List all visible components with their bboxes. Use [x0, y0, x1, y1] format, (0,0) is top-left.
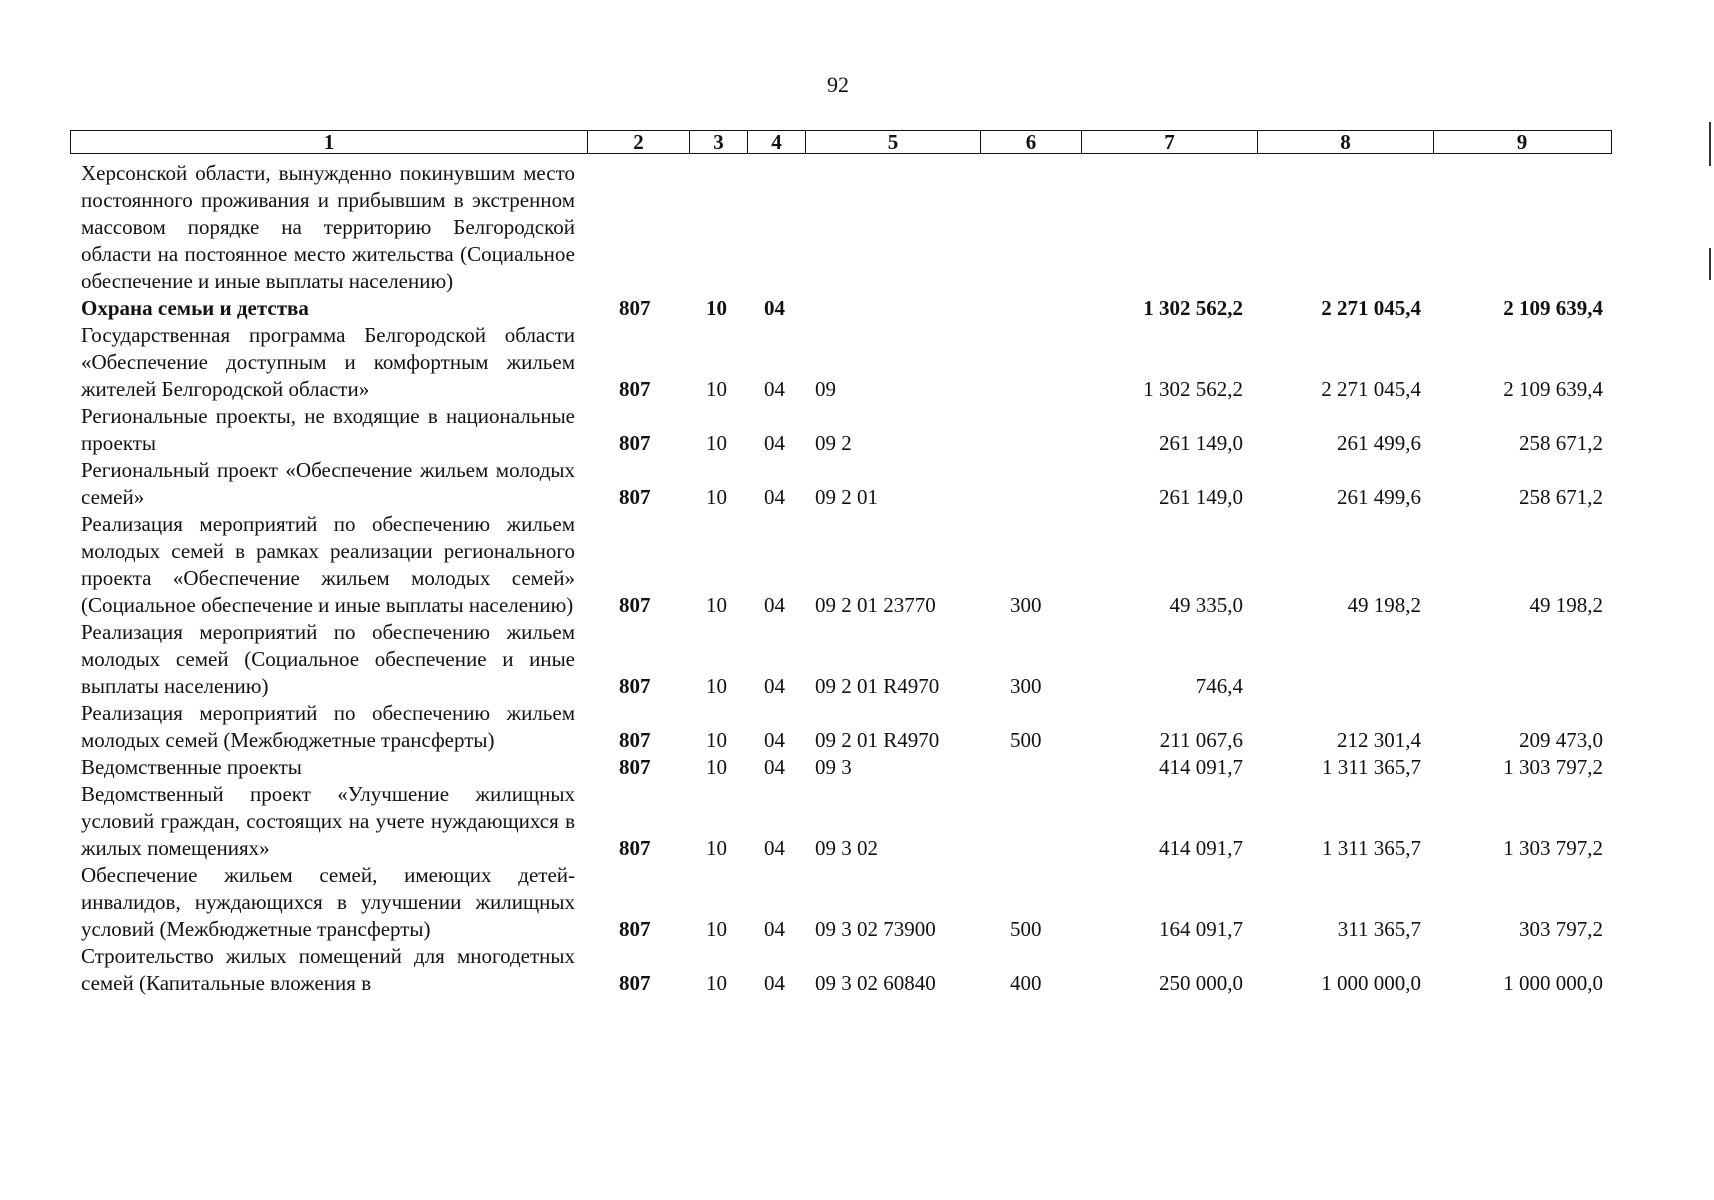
cell-col-3: 10 — [706, 971, 727, 995]
cell-col-2: 807 — [619, 296, 651, 320]
cell-col-5: 09 2 01 R4970 — [815, 674, 940, 698]
header-col-5: 5 — [805, 131, 980, 153]
cell-col-4: 04 — [764, 377, 785, 401]
cell-col-6: 300 — [1010, 593, 1042, 617]
cell-col-9: 258 671,2 — [1519, 485, 1603, 509]
cell-col-7: 211 067,6 — [1159, 728, 1243, 752]
cell-col-5: 09 3 02 73900 — [815, 917, 936, 941]
cell-col-3: 10 — [706, 674, 727, 698]
cell-col-2: 807 — [619, 593, 651, 617]
cell-col-5: 09 — [815, 377, 836, 401]
page-number: 92 — [827, 72, 849, 97]
cell-col-5: 09 2 — [815, 431, 852, 455]
table-row — [0, 781, 1714, 862]
cell-col-3: 10 — [706, 728, 727, 752]
cell-col-9: 49 198,2 — [1529, 593, 1603, 617]
cell-col-8: 1 000 000,0 — [1321, 971, 1421, 995]
table-row — [0, 862, 1714, 943]
cell-col-3: 10 — [706, 296, 727, 320]
table-row — [0, 322, 1714, 403]
cell-col-6: 500 — [1010, 917, 1042, 941]
cell-col-8: 1 311 365,7 — [1322, 836, 1421, 860]
cell-col-7: 1 302 562,2 — [1143, 296, 1243, 320]
row-description: Ведомственные проекты — [81, 755, 302, 779]
cell-col-7: 49 335,0 — [1169, 593, 1243, 617]
cell-col-3: 10 — [706, 377, 727, 401]
table-header — [70, 130, 1612, 154]
header-col-2: 2 — [587, 131, 689, 153]
cell-col-4: 04 — [764, 836, 785, 860]
cell-col-4: 04 — [764, 431, 785, 455]
cell-col-6: 400 — [1010, 971, 1042, 995]
cell-col-2: 807 — [619, 431, 651, 455]
cell-col-8: 311 365,7 — [1337, 917, 1421, 941]
cell-col-2: 807 — [619, 728, 651, 752]
row-description: Обеспечение жильем семей, имеющих детей-инвалидов, нуждающихся в улучшении жилищных условий (Межбюджетные трансферты) — [81, 863, 575, 941]
cell-col-4: 04 — [764, 674, 785, 698]
table-row — [0, 619, 1714, 700]
cell-col-2: 807 — [619, 755, 651, 779]
row-description: Реализация мероприятий по обеспечению жильем молодых семей (Межбюджетные трансферты) — [81, 701, 575, 752]
header-col-8: 8 — [1257, 131, 1433, 153]
cell-col-9: 303 797,2 — [1519, 917, 1603, 941]
row-description: Херсонской области, вынужденно покинувшим место постоянного проживания и прибывшим в экстренном массовом порядке на территорию Белгородской области на постоянное место жительства (Социальное обеспечение и иные выплаты населению) — [81, 161, 575, 293]
cell-col-8: 2 271 045,4 — [1321, 377, 1421, 401]
cell-col-4: 04 — [764, 593, 785, 617]
cell-col-7: 414 091,7 — [1159, 755, 1243, 779]
cell-col-9: 1 303 797,2 — [1503, 755, 1603, 779]
cell-col-7: 261 149,0 — [1159, 485, 1243, 509]
table-row — [0, 457, 1714, 511]
header-col-4: 4 — [747, 131, 805, 153]
cell-col-9: 209 473,0 — [1519, 728, 1603, 752]
row-description: Реализация мероприятий по обеспечению жильем молодых семей в рамках реализации регионального проекта «Обеспечение жильем молодых семей» (Социальное обеспечение и иные выплаты населению) — [81, 512, 575, 617]
row-description: Региональные проекты, не входящие в национальные проекты — [81, 404, 575, 455]
cell-col-2: 807 — [619, 674, 651, 698]
row-description: Ведомственный проект «Улучшение жилищных условий граждан, состоящих на учете нуждающихся в жилых помещениях» — [81, 782, 575, 860]
header-col-7: 7 — [1081, 131, 1257, 153]
cell-col-8: 1 311 365,7 — [1322, 755, 1421, 779]
row-description: Государственная программа Белгородской области «Обеспечение доступным и комфортным жильем жителей Белгородской области» — [81, 323, 575, 401]
cell-col-5: 09 3 02 — [815, 836, 878, 860]
cell-col-8: 49 198,2 — [1347, 593, 1421, 617]
cell-col-5: 09 2 01 R4970 — [815, 728, 940, 752]
cell-col-6: 300 — [1010, 674, 1042, 698]
table-row — [0, 403, 1714, 457]
cell-col-9: 2 109 639,4 — [1503, 296, 1603, 320]
cell-col-3: 10 — [706, 431, 727, 455]
header-col-6: 6 — [980, 131, 1081, 153]
table-row — [0, 511, 1714, 619]
cell-col-4: 04 — [764, 917, 785, 941]
cell-col-5: 09 3 02 60840 — [815, 971, 936, 995]
header-col-9: 9 — [1433, 131, 1610, 153]
cell-col-3: 10 — [706, 836, 727, 860]
row-description: Региональный проект «Обеспечение жильем молодых семей» — [81, 458, 575, 509]
table-row — [0, 700, 1714, 754]
cell-col-2: 807 — [619, 377, 651, 401]
cell-col-7: 164 091,7 — [1159, 917, 1243, 941]
scan-edge-mark — [1709, 248, 1711, 280]
cell-col-3: 10 — [706, 593, 727, 617]
row-description: Строительство жилых помещений для многодетных семей (Капитальные вложения в — [81, 944, 575, 995]
header-col-1: 1 — [323, 130, 335, 154]
cell-col-8: 212 301,4 — [1337, 728, 1421, 752]
cell-col-2: 807 — [619, 917, 651, 941]
cell-col-5: 09 2 01 — [815, 485, 878, 509]
cell-col-4: 04 — [764, 296, 785, 320]
cell-col-6: 500 — [1010, 728, 1042, 752]
table-row — [0, 160, 1714, 295]
row-description: Охрана семьи и детства — [81, 296, 309, 320]
table-row — [0, 754, 1714, 781]
cell-col-8: 261 499,6 — [1337, 431, 1421, 455]
cell-col-2: 807 — [619, 836, 651, 860]
cell-col-7: 261 149,0 — [1159, 431, 1243, 455]
cell-col-4: 04 — [764, 728, 785, 752]
cell-col-8: 261 499,6 — [1337, 485, 1421, 509]
cell-col-7: 1 302 562,2 — [1143, 377, 1243, 401]
cell-col-7: 250 000,0 — [1159, 971, 1243, 995]
row-description: Реализация мероприятий по обеспечению жильем молодых семей (Социальное обеспечение и иные выплаты населению) — [81, 620, 575, 698]
cell-col-5: 09 3 — [815, 755, 852, 779]
cell-col-2: 807 — [619, 485, 651, 509]
cell-col-4: 04 — [764, 485, 785, 509]
table-row — [0, 943, 1714, 997]
cell-col-7: 414 091,7 — [1159, 836, 1243, 860]
cell-col-9: 258 671,2 — [1519, 431, 1603, 455]
cell-col-8: 2 271 045,4 — [1321, 296, 1421, 320]
cell-col-7: 746,4 — [1195, 674, 1243, 698]
cell-col-9: 1 303 797,2 — [1503, 836, 1603, 860]
table-row — [0, 295, 1714, 322]
cell-col-2: 807 — [619, 971, 651, 995]
cell-col-3: 10 — [706, 755, 727, 779]
cell-col-3: 10 — [706, 917, 727, 941]
cell-col-5: 09 2 01 23770 — [815, 593, 936, 617]
cell-col-9: 2 109 639,4 — [1503, 377, 1603, 401]
cell-col-3: 10 — [706, 485, 727, 509]
scan-edge-mark — [1709, 122, 1711, 166]
cell-col-9: 1 000 000,0 — [1503, 971, 1603, 995]
cell-col-4: 04 — [764, 755, 785, 779]
header-col-3: 3 — [689, 131, 747, 153]
cell-col-4: 04 — [764, 971, 785, 995]
